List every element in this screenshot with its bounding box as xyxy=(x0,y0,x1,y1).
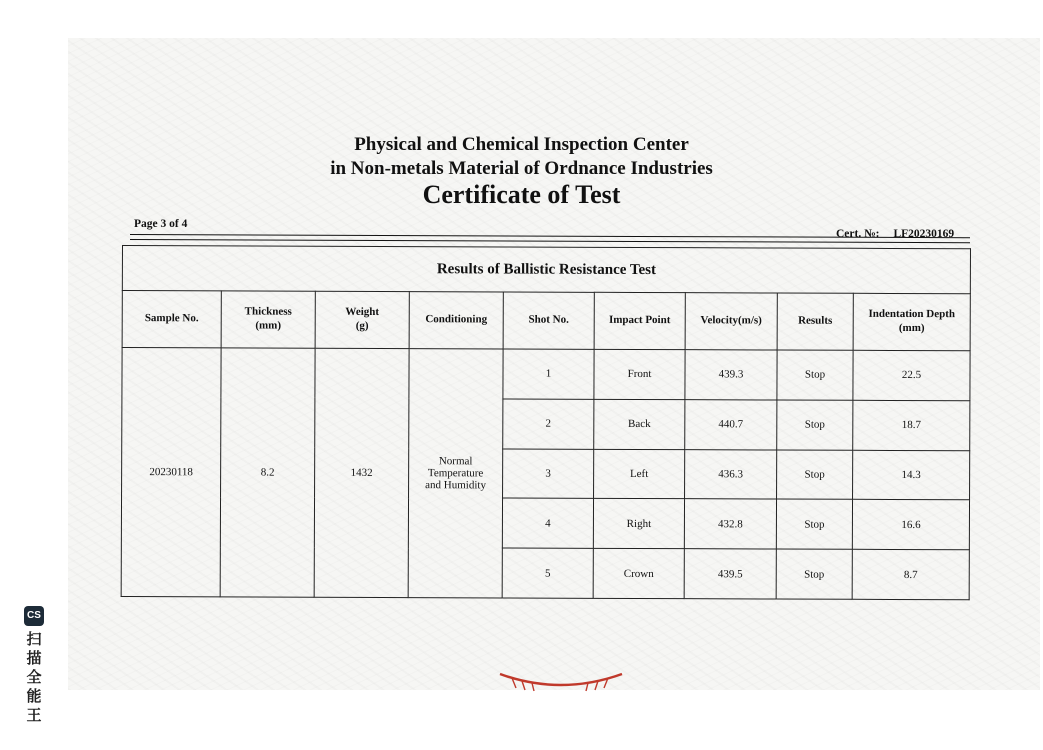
indentation-depth-cell: 8.7 xyxy=(852,549,969,599)
column-header xyxy=(685,293,777,350)
column-header-line1: Weight xyxy=(345,306,380,319)
column-header xyxy=(315,291,409,348)
cert-number xyxy=(836,228,954,240)
camscanner-logo-icon: CS xyxy=(24,606,44,626)
indentation-depth-cell: 16.6 xyxy=(852,500,969,550)
column-header-line1: Results xyxy=(798,314,833,327)
shot-number-cell: 2 xyxy=(503,399,594,449)
impact-point-cell: Crown xyxy=(593,548,684,598)
thickness-cell: 8.2 xyxy=(220,348,315,597)
issuer-line-1: Physical and Chemical Inspection Center xyxy=(354,134,689,155)
page-number: Page 3 of 4 xyxy=(134,218,188,230)
sample-number-cell: 20230118 xyxy=(121,348,221,597)
impact-point-cell: Right xyxy=(593,499,684,549)
shot-number-cell: 4 xyxy=(502,498,593,548)
results-table xyxy=(121,245,971,600)
velocity-cell: 440.7 xyxy=(685,399,777,449)
result-cell: Stop xyxy=(776,499,852,549)
certificate-title: Certificate of Test xyxy=(422,180,621,209)
impact-point-cell: Left xyxy=(594,449,685,499)
column-header-line2: (mm) xyxy=(255,319,282,332)
velocity-cell: 436.3 xyxy=(685,449,777,499)
table-title-row xyxy=(122,246,970,294)
cert-number-label: Cert. №: xyxy=(836,228,880,240)
impact-point-cell: Front xyxy=(594,349,685,399)
column-header-line2: (mm) xyxy=(898,321,925,335)
indentation-depth-cell: 22.5 xyxy=(853,350,970,400)
stamp-arc xyxy=(500,674,622,685)
result-cell: Stop xyxy=(777,400,853,450)
table-row xyxy=(122,348,970,401)
shot-number-cell: 3 xyxy=(503,449,594,499)
cert-number-value: LF20230169 xyxy=(893,228,955,240)
column-header-line1: Indentation Depth xyxy=(868,308,956,321)
velocity-cell: 432.8 xyxy=(684,499,776,549)
indentation-depth-cell: 18.7 xyxy=(853,400,970,450)
column-header-line1: Thickness xyxy=(244,305,292,318)
weight-cell: 1432 xyxy=(314,348,409,597)
issuer-line-2: in Non-metals Material of Ordnance Industries xyxy=(330,158,713,179)
conditioning-cell xyxy=(408,349,503,598)
column-header-line1: Conditioning xyxy=(425,313,488,326)
table-title: Results of Ballistic Resistance Test xyxy=(122,246,970,294)
column-header-line1: Sample No. xyxy=(144,312,199,325)
column-header-line2: (g) xyxy=(355,319,369,332)
column-header xyxy=(777,293,853,350)
column-header-line1: Shot No. xyxy=(528,313,569,326)
column-header-line1: Velocity(m/s) xyxy=(700,314,762,327)
conditioning-line1: Normal xyxy=(438,455,473,468)
scanner-app-badge xyxy=(24,606,44,725)
column-header xyxy=(594,292,685,349)
shot-number-cell: 5 xyxy=(502,548,593,598)
results-table-wrapper xyxy=(121,245,970,600)
table-header-row xyxy=(122,291,970,351)
result-cell: Stop xyxy=(776,549,852,599)
scanner-app-name: 扫描全能王 xyxy=(26,630,42,724)
velocity-cell: 439.3 xyxy=(685,350,777,400)
column-header xyxy=(409,292,503,349)
result-cell: Stop xyxy=(777,350,853,400)
impact-point-cell: Back xyxy=(594,399,685,449)
red-seal-stamp xyxy=(498,668,624,692)
conditioning-line3: and Humidity xyxy=(425,479,487,492)
column-header xyxy=(853,293,970,350)
column-header xyxy=(221,291,315,348)
result-cell: Stop xyxy=(777,450,853,500)
column-header xyxy=(503,292,594,349)
column-header-line1: Impact Point xyxy=(608,313,671,327)
column-header xyxy=(122,291,221,348)
velocity-cell: 439.5 xyxy=(684,549,776,599)
indentation-depth-cell: 14.3 xyxy=(853,450,970,500)
conditioning-line2: Temperature xyxy=(427,467,484,480)
shot-number-cell: 1 xyxy=(503,349,594,399)
